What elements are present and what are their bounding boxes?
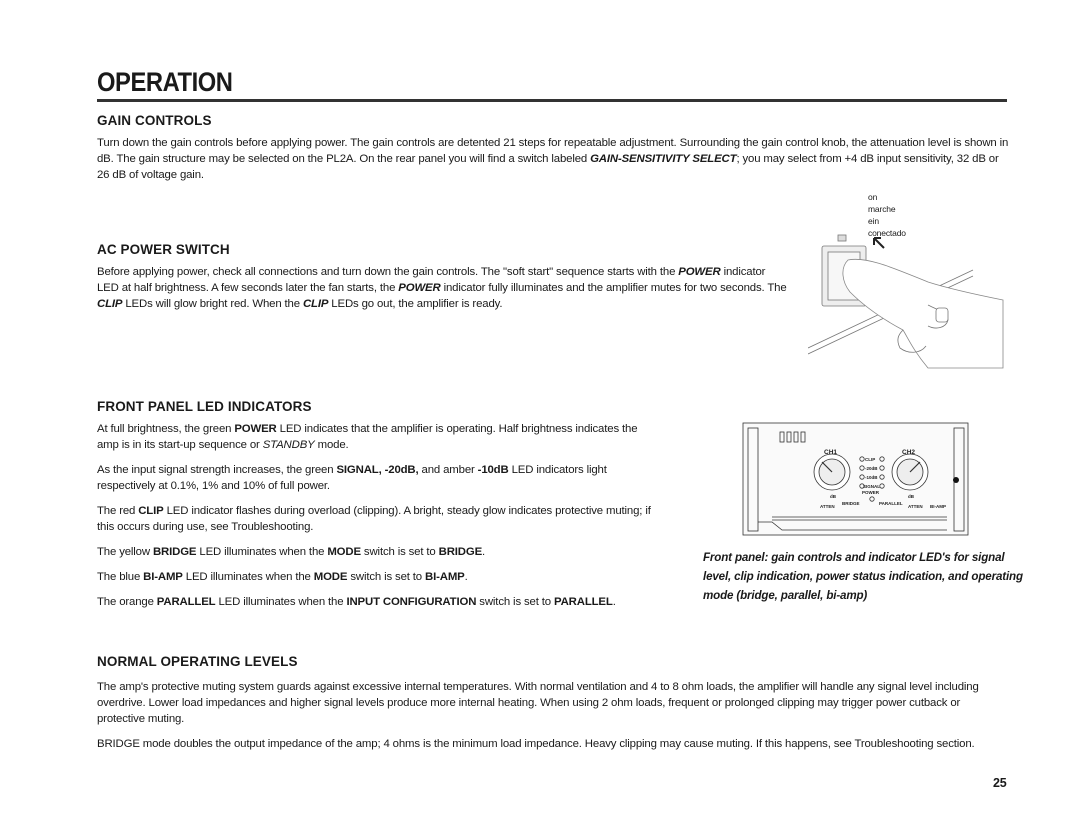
power-switch-labels: on marche ein conectado (868, 192, 906, 238)
normal-operating-levels-heading: NORMAL OPERATING LEVELS (97, 654, 298, 669)
gain-controls-text: Turn down the gain controls before applying power. The gain controls are detented 21 steps for repeatable adjustment. Surrounding the gain control knob, the attenuation level is shown in dB. The gain structure may be selected on the PL2A. On the rear panel you will find a switch labeled GAIN-SENSITIVITY SELECT; you may select from +4 dB input sensitivity, 32 dB or 26 dB of voltage gain. (97, 137, 1009, 181)
led-paragraph-power: At full brightness, the green POWER LED indicates that the amplifier is operating. Half brightness indicates the amp is in its start-up sequence or STANDBY mode. (97, 423, 638, 451)
svg-text:-20dB: -20dB (865, 466, 878, 471)
svg-text:CH2: CH2 (902, 449, 916, 456)
svg-text:PARALLEL: PARALLEL (879, 501, 903, 506)
page-title: OPERATION (97, 67, 233, 97)
led-paragraph-clip: The red CLIP LED indicator flashes during overload (clipping). A bright, steady glow indicates protective muting; if this occurs during use, see Troubleshooting. (97, 505, 651, 533)
led-paragraph-bridge: The yellow BRIDGE LED illuminates when the MODE switch is set to BRIDGE. (97, 546, 486, 558)
svg-text:ATTEN: ATTEN (908, 504, 923, 509)
led-paragraph-biamp: The blue BI-AMP LED illuminates when the MODE switch is set to BI-AMP. (97, 571, 468, 583)
gain-controls-heading: GAIN CONTROLS (97, 113, 212, 128)
svg-text:BI-AMP: BI-AMP (930, 504, 946, 509)
svg-text:BRIDGE: BRIDGE (842, 501, 860, 506)
front-panel-diagram (742, 420, 972, 540)
page-number: 25 (993, 776, 1007, 790)
led-paragraph-parallel: The orange PARALLEL LED illuminates when the INPUT CONFIGURATION switch is set to PARALLEL. (97, 596, 616, 608)
svg-text:CLIP: CLIP (865, 457, 876, 462)
led-paragraph-signal: As the input signal strength increases, the green SIGNAL, -20dB, and amber -10dB LED indicators light respectively at 0.1%, 1% and 10% of full power. (97, 464, 607, 492)
ac-power-switch-text: Before applying power, check all connections and turn down the gain controls. The "soft start" sequence starts with the POWER indicator LED at half brightness. A few seconds later the fan starts, the POWER indicator fully illuminates and the amplifier mutes for two seconds. The CLIP LEDs will glow bright red. When the CLIP LEDs go out, the amplifier is ready. (97, 266, 787, 310)
figure-caption: Front panel: gain controls and indicator LED's for signal level, clip indication, power status indication, and operating mode (bridge, parallel, bi-amp) (703, 551, 1023, 602)
svg-text:ATTEN: ATTEN (820, 504, 835, 509)
front-panel-led-heading: FRONT PANEL LED INDICATORS (97, 399, 312, 414)
svg-text:dB: dB (830, 494, 836, 499)
normal-operating-text-1: The amp's protective muting system guards against excessive internal temperatures. With normal ventilation and 4 to 8 ohm loads, the amplifier will handle any signal level including overdrive. Lower load impedances and higher signal levels produce more internal heating. When using 2 ohm loads, frequent or prolonged clipping may trigger power cutback or protective muting. (97, 681, 979, 725)
svg-text:POWER: POWER (862, 490, 880, 495)
arrow-icon (874, 238, 884, 248)
svg-text:dB: dB (908, 494, 914, 499)
ac-power-switch-heading: AC POWER SWITCH (97, 242, 230, 257)
svg-text:CH1: CH1 (824, 449, 838, 456)
title-rule (97, 99, 1007, 102)
panel-screw-icon (953, 477, 959, 483)
normal-operating-text-2: BRIDGE mode doubles the output impedance of the amp; 4 ohms is the minimum load impedance. Heavy clipping may cause muting. If this happens, see Troubleshooting section. (97, 738, 975, 750)
svg-text:SIGNAL: SIGNAL (863, 484, 881, 489)
svg-text:-10dB: -10dB (865, 475, 878, 480)
power-switch-illustration (808, 230, 1008, 370)
